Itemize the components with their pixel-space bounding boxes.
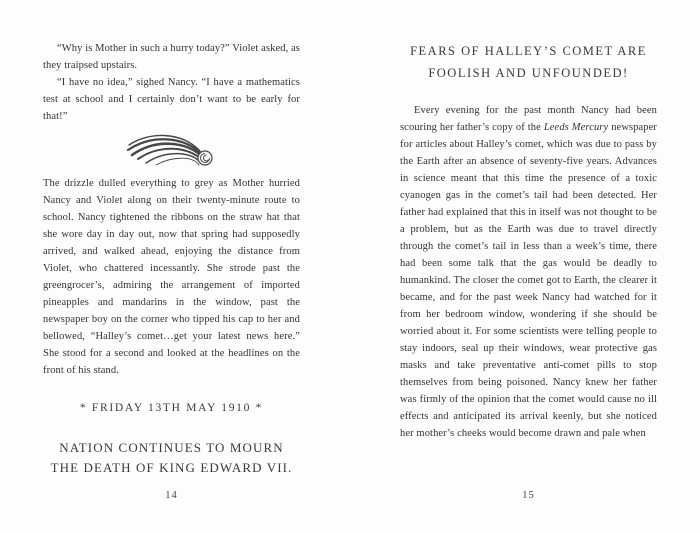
headline-line-2: THE DEATH OF KING EDWARD VII.: [50, 460, 293, 475]
comet-icon: [126, 130, 218, 168]
page-number-left: 14: [165, 490, 178, 501]
chapter-heading-line-2: FOOLISH AND UNFOUNDED!: [428, 66, 629, 80]
news-headline: [43, 438, 300, 478]
comet-illustration: [43, 130, 300, 170]
right-page: [400, 0, 657, 533]
newspaper-title: Leeds Mercury: [543, 122, 609, 133]
left-page: [43, 0, 300, 533]
page-number-right: 15: [522, 490, 535, 501]
chapter-paragraph-part-2: newspaper for articles about Halley’s comet, which was due to pass by the Earth after an absence of seventy-five years. Advances in science meant that this time the presence of a toxic cyanogen gas in the comet’s tail had been detected. Her father had explained that this in itself was not thought to be a problem, but as the Earth was due to travel directly through the comet’s tail in less than a week’s time, there had been some talk that the gas would be deadly to humankind. The closer the comet got to Earth, the clearer it became, and for the past week Nancy had watched for it from her bedroom window, wondering if she should be worried about it. For some scientists were telling people to stay indoors, seal up their windows, wear protective gas masks and take preventative anti-comet pills to stop themselves from being poisoned. Nancy knew her father was firmly of the opinion that the comet would cause no ill effects and anticipated its arrival keenly, but she noticed her mother’s cheeks would become drawn and pale when: [400, 122, 658, 439]
chapter-heading-line-1: FEARS OF HALLEY’S COMET ARE: [410, 44, 647, 58]
date-heading: * FRIDAY 13TH MAY 1910 *: [79, 402, 264, 414]
narrative-paragraph: The drizzle dulled everything to grey as Mother hurried Nancy and Violet along on their twenty-minute route to school. Nancy tightened the ribbons on the straw hat that she wore day in day out, now that spring had supposedly arrived, and walked ahead, enjoying the distance from Violet, who chattered incessantly. She strode past the greengrocer’s, admiring the arrangement of imported pineapples and mandarins in the window, past the newspaper boy on the corner who tipped his cap to her and bellowed, “Halley’s comet…get your latest news here.” She stood for a second and looked at the headlines on the front of his stand.: [43, 178, 300, 376]
headline-line-1: NATION CONTINUES TO MOURN: [59, 440, 284, 455]
chapter-paragraph: [400, 102, 657, 442]
dialogue-paragraph-2: “I have no idea,” sighed Nancy. “I have a mathematics test at school and I certainly don’t want to be early for that!”: [43, 77, 300, 122]
chapter-heading: [400, 40, 657, 84]
dialogue-paragraph-1: “Why is Mother in such a hurry today?” Violet asked, as they traipsed upstairs.: [43, 43, 300, 71]
chapter-paragraph-part-1: Every evening for the past month Nancy had been scouring her father’s copy of the: [400, 105, 657, 133]
